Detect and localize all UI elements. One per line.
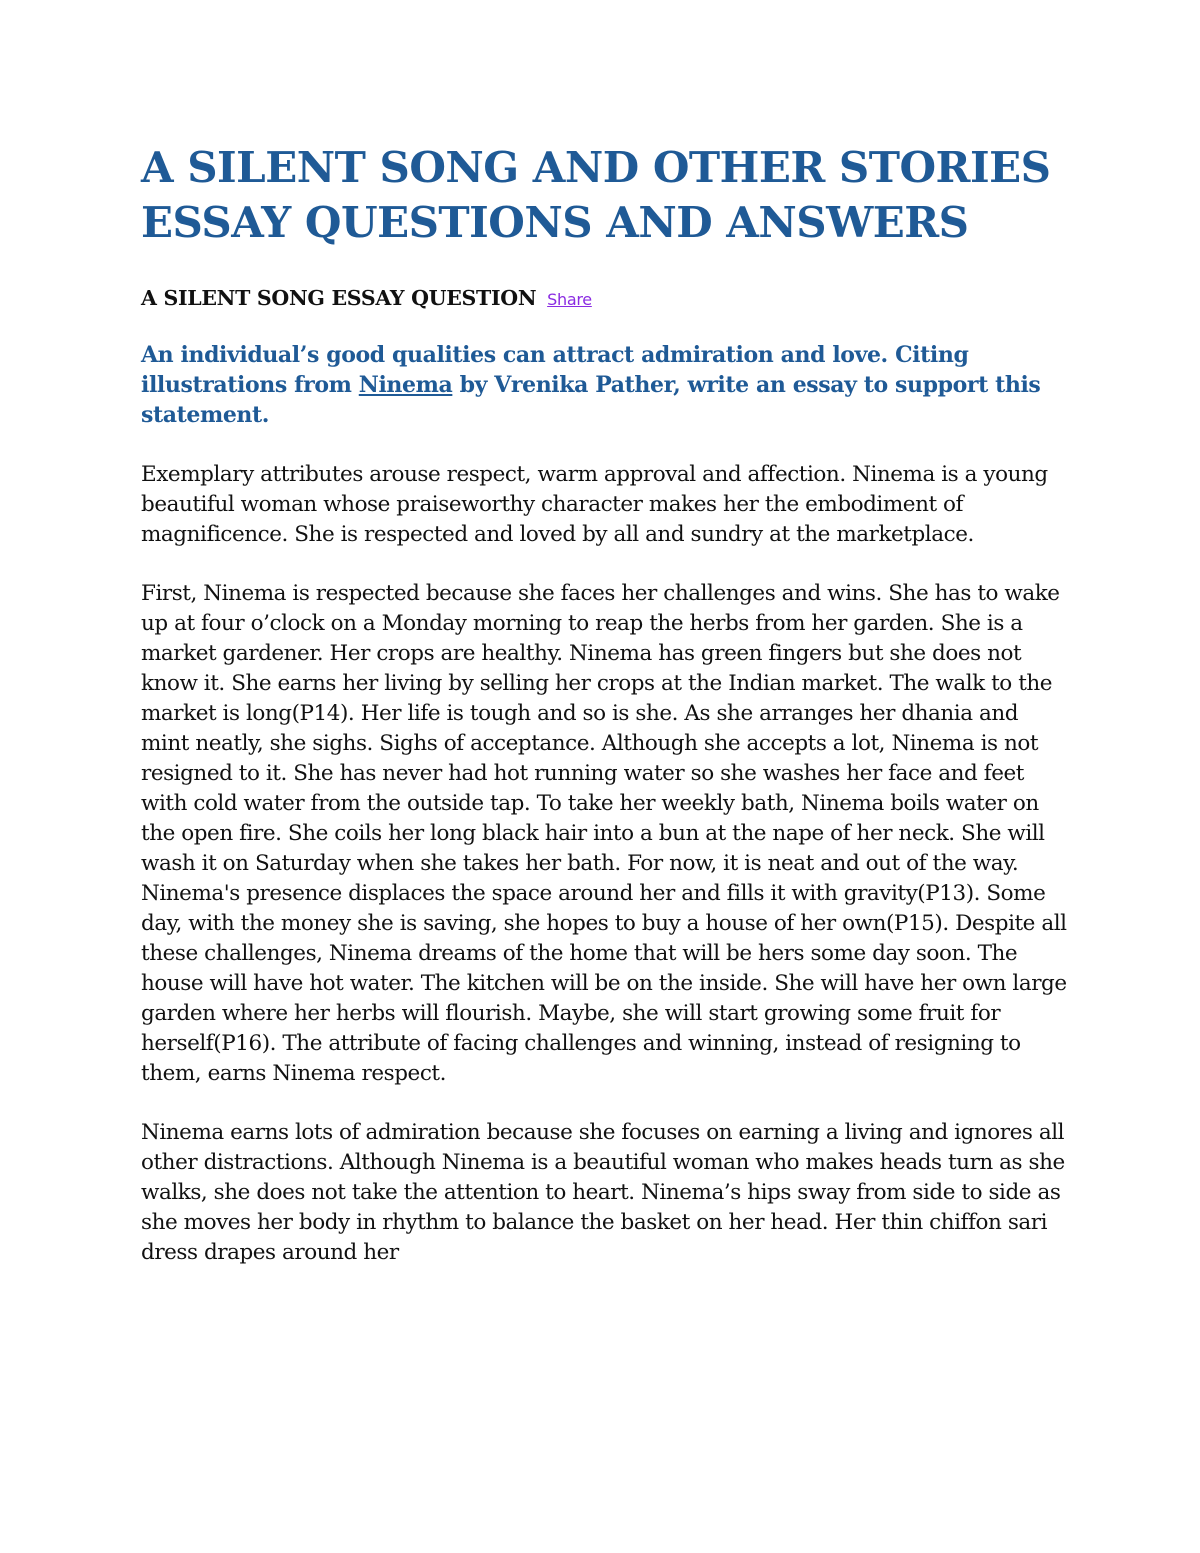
- paragraph-respect: First, Ninema is respected because she faces her challenges and wins. She has to wake up at four o’clock on a Monday morning to reap the herbs from her garden. She is a market gardener. Her crops are healthy. Ninema has green fingers but she does not know it. She earns her living by selling her crops at the Indian market. The walk to the market is long(P14). Her life is tough and so is she. As she arranges her dhania and mint neatly, she sighs. Sighs of acceptance. Although she accepts a lot, Ninema is not resigned to it. She has never had hot running water so she washes her face and feet with cold water from the outside tap. To take her weekly bath, Ninema boils water on the open fire. She coils her long black hair into a bun at the nape of her neck. She will wash it on Saturday when she takes her bath. For now, it is neat and out of the way. Ninema's presence displaces the space around her and fills it with gravity(P13). Some day, with the money she is saving, she hopes to buy a house of her own(P15). Despite all these challenges, Ninema dreams of the home that will be hers some day soon. The house will have hot water. The kitchen will be on the inside. She will have her own large garden where her herbs will flourish. Maybe, she will start growing some fruit for herself(P16). The attribute of facing challenges and winning, instead of resigning to them, earns Ninema respect.: [141, 581, 1067, 1086]
- share-link[interactable]: Share: [547, 290, 592, 309]
- essay-question: [141, 340, 1071, 430]
- paragraph-intro: Exemplary attributes arouse respect, warm approval and affection. Ninema is a young beautiful woman whose praiseworthy character makes her the embodiment of magnificence. She is respected and loved by all and sundry at the marketplace.: [141, 462, 1048, 547]
- paragraph-admiration: Ninema earns lots of admiration because she focuses on earning a living and ignores all other distractions. Although Ninema is a beautiful woman who makes heads turn as she walks, she does not take the attention to heart. Ninema’s hips sway from side to side as she moves her body in rhythm to balance the basket on her head. Her thin chiffon sari dress drapes around her: [141, 1120, 1065, 1265]
- document-page: [141, 140, 1071, 1268]
- essay-question-part1: An individual’s good qualities can attract admiration and love. Citing illustrations from: [141, 342, 969, 398]
- story-title: Ninema: [358, 372, 453, 398]
- section-heading-text: A SILENT SONG ESSAY QUESTION: [141, 286, 537, 310]
- page-title: A SILENT SONG AND OTHER STORIES ESSAY QUESTIONS AND ANSWERS: [141, 143, 1051, 247]
- section-heading: [141, 283, 1071, 315]
- essay-question-part2: by Vrenika Pather, write an essay to support this statement.: [141, 372, 1041, 428]
